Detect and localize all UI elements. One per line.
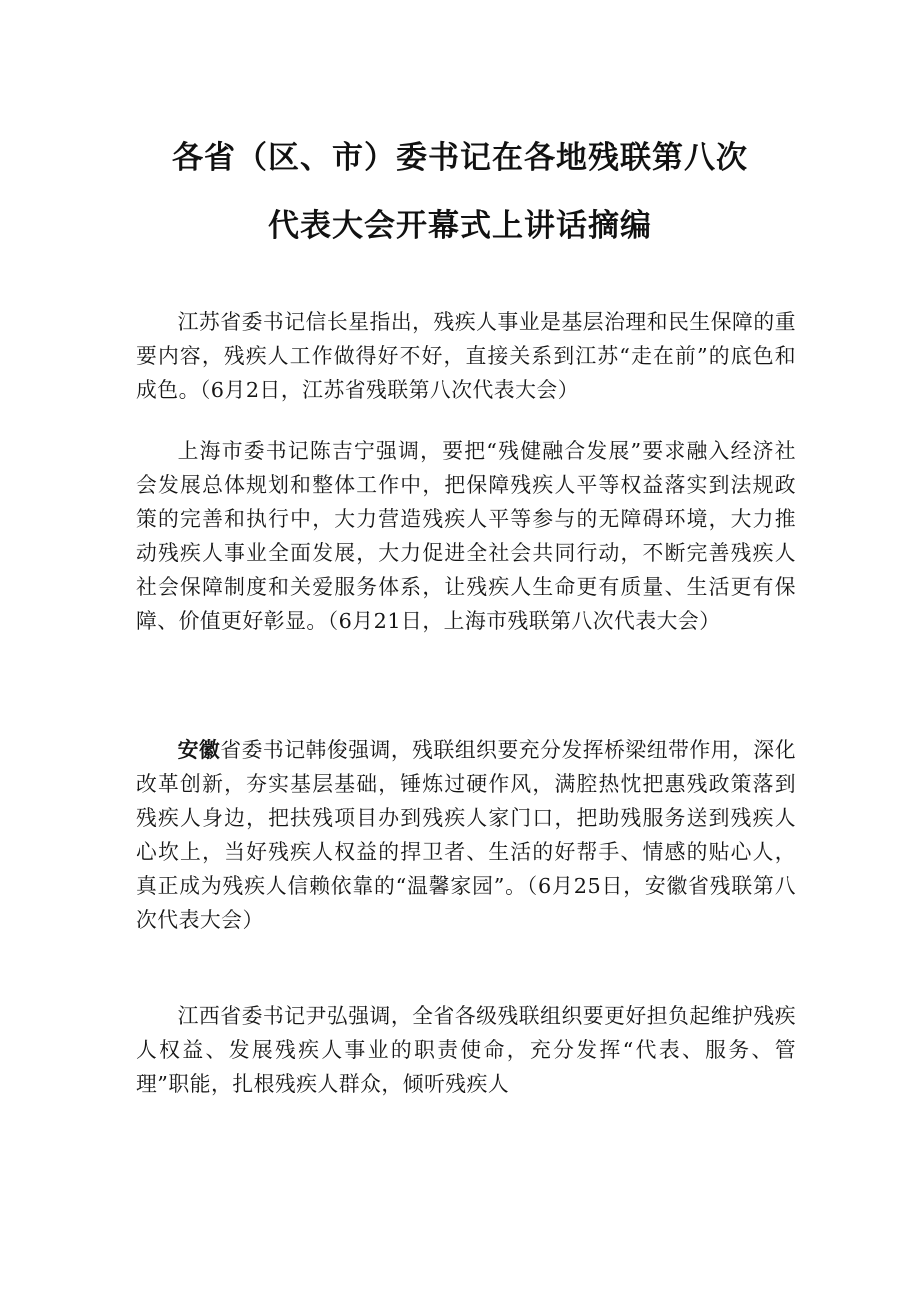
document-title-line-2: 代表大会开幕式上讲话摘编 bbox=[268, 208, 652, 244]
paragraph-jiangsu bbox=[136, 305, 796, 407]
paragraph-text: 省委书记韩俊强调，残联组织要充分发挥桥梁纽带作用，深化改革创新，夯实基层基础，锤炼过硬作风，满腔热忱把惠残政策落到残疾人身边，把扶残项目办到残疾人家门口，把助残服务送到残疾人心坎上，当好残疾人权益的捍卫者、生活的好帮手、情感的贴心人，真正成为残疾人信赖依靠的“温馨家园”。（6月25日，安徽省残联第八次代表大会） bbox=[136, 738, 797, 932]
paragraph-text: 上海市委书记陈吉宁强调，要把“残健融合发展”要求融入经济社会发展总体规划和整体工作中，把保障残疾人平等权益落实到法规政策的完善和执行中，大力营造残疾人平等参与的无障碍环境，大力推动残疾人事业全面发展，大力促进全社会共同行动，不断完善残疾人社会保障制度和关爱服务体系，让残疾人生命更有质量、生活更有保障、价值更好彰显。（6月21日，上海市残联第八次代表大会） bbox=[136, 439, 796, 633]
paragraph-shanghai bbox=[136, 434, 796, 638]
paragraph-lead-bold: 安徽 bbox=[177, 738, 221, 762]
document-title-line-1: 各省（区、市）委书记在各地残联第八次 bbox=[172, 140, 748, 176]
paragraph-jiangxi bbox=[136, 999, 796, 1101]
paragraph-text: 江苏省委书记信长星指出，残疾人事业是基层治理和民生保障的重要内容，残疾人工作做得好不好，直接关系到江苏“走在前”的底色和成色。（6月2日，江苏省残联第八次代表大会） bbox=[136, 310, 796, 402]
paragraph-anhui bbox=[136, 733, 796, 937]
paragraph-text: 江西省委书记尹弘强调，全省各级残联组织要更好担负起维护残疾人权益、发展残疾人事业的职责使命，充分发挥“代表、服务、管理”职能，扎根残疾人群众，倾听残疾人 bbox=[136, 1004, 796, 1096]
